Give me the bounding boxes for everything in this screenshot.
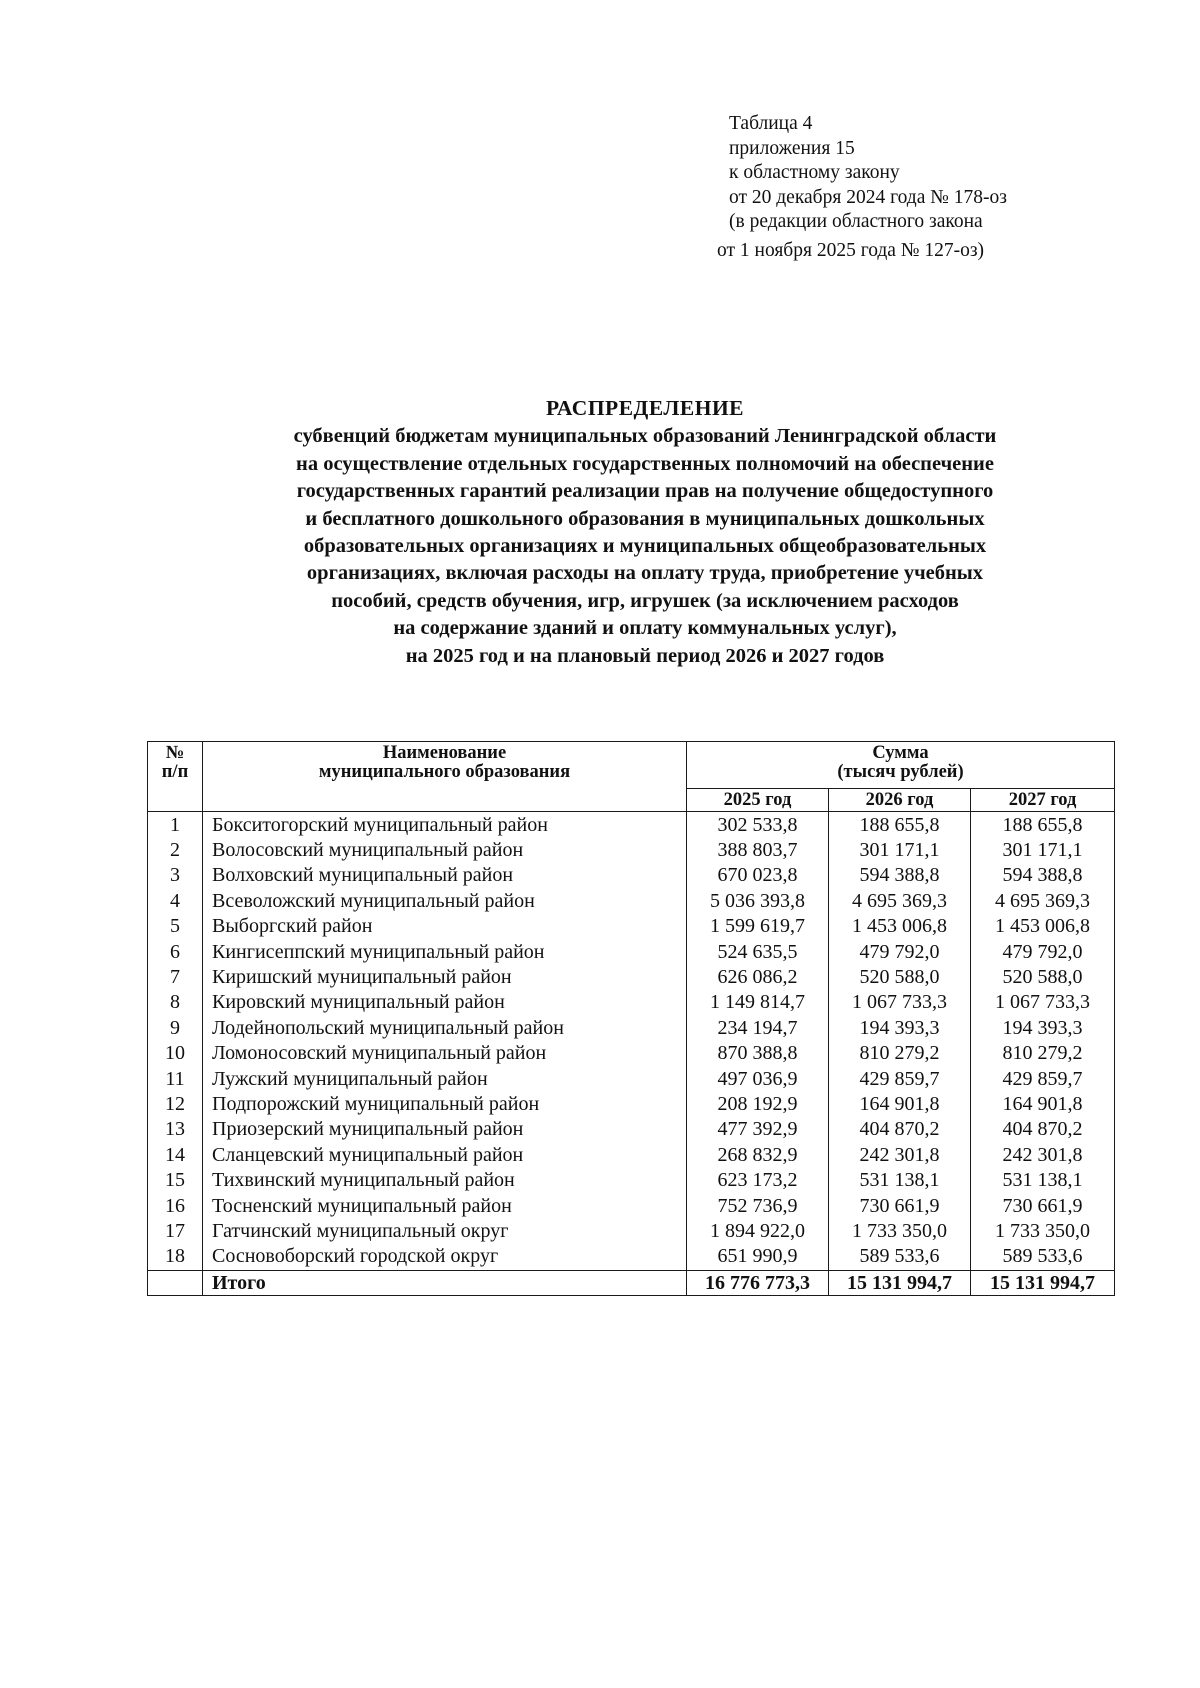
amount-2025: 752 736,9 — [687, 1193, 829, 1218]
header-line: Таблица 4 — [729, 113, 813, 134]
table-row — [148, 837, 1115, 862]
title-line: и бесплатного дошкольного образования в муниципальных дошкольных — [305, 507, 985, 530]
distribution-table — [147, 741, 1115, 1296]
amount-2027: 1 067 733,3 — [971, 990, 1115, 1015]
municipality-name: Сланцевский муниципальный район — [203, 1142, 687, 1167]
municipality-name: Всеволожский муниципальный район — [203, 888, 687, 913]
table-row — [148, 1167, 1115, 1192]
amount-2025: 1 149 814,7 — [687, 990, 829, 1015]
municipality-name: Бокситогорский муниципальный район — [203, 812, 687, 838]
table-row — [148, 990, 1115, 1015]
table-row — [148, 1142, 1115, 1167]
row-number: 16 — [148, 1193, 203, 1218]
amount-2026: 479 792,0 — [829, 939, 971, 964]
amount-2025: 623 173,2 — [687, 1167, 829, 1192]
amount-2025: 388 803,7 — [687, 837, 829, 862]
amount-2027: 4 695 369,3 — [971, 888, 1115, 913]
total-amount-2025: 16 776 773,3 — [687, 1271, 829, 1296]
amount-2026: 1 453 006,8 — [829, 914, 971, 939]
amount-2026: 242 301,8 — [829, 1142, 971, 1167]
row-number: 9 — [148, 1015, 203, 1040]
row-number: 6 — [148, 939, 203, 964]
municipality-name: Сосновоборский городской округ — [203, 1244, 687, 1271]
amount-2025: 302 533,8 — [687, 812, 829, 838]
row-number: 11 — [148, 1066, 203, 1091]
municipality-name: Ломоносовский муниципальный район — [203, 1041, 687, 1066]
table-row — [148, 1041, 1115, 1066]
total-label: Итого — [203, 1271, 687, 1296]
title-line: образовательных организациях и муниципальных общеобразовательных — [303, 535, 987, 558]
column-header-number-line1: № — [165, 743, 185, 763]
amount-2026: 429 859,7 — [829, 1066, 971, 1091]
table-row — [148, 1193, 1115, 1218]
amount-2026: 404 870,2 — [829, 1117, 971, 1142]
amount-2027: 301 171,1 — [971, 837, 1115, 862]
amount-2027: 520 588,0 — [971, 964, 1115, 989]
row-number: 14 — [148, 1142, 203, 1167]
municipality-name: Волосовский муниципальный район — [203, 837, 687, 862]
municipality-name: Волховский муниципальный район — [203, 863, 687, 888]
table-row — [148, 1015, 1115, 1040]
amount-2026: 164 901,8 — [829, 1091, 971, 1116]
title-line: на осуществление отдельных государственных полномочий на обеспечение — [296, 452, 994, 475]
row-number: 7 — [148, 964, 203, 989]
row-number: 4 — [148, 888, 203, 913]
amount-2025: 477 392,9 — [687, 1117, 829, 1142]
header-line: (в редакции областного закона — [729, 211, 983, 232]
header-line: от 20 декабря 2024 года № 178-оз — [729, 186, 1007, 208]
amount-2026: 730 661,9 — [829, 1193, 971, 1218]
table-row — [148, 964, 1115, 989]
municipality-name: Киришский муниципальный район — [203, 964, 687, 989]
table-row — [148, 914, 1115, 939]
row-number: 3 — [148, 863, 203, 888]
column-header-sum-line1: Сумма — [872, 743, 929, 763]
row-number: 10 — [148, 1041, 203, 1066]
amount-2026: 810 279,2 — [829, 1041, 971, 1066]
amount-2027: 1 733 350,0 — [971, 1218, 1115, 1243]
column-header-name-line2: муниципального образования — [318, 762, 571, 782]
municipality-name: Лодейнопольский муниципальный район — [203, 1015, 687, 1040]
amount-2027: 1 453 006,8 — [971, 914, 1115, 939]
table-row — [148, 1091, 1115, 1116]
amount-2027: 188 655,8 — [971, 812, 1115, 838]
table-row — [148, 1244, 1115, 1271]
total-row-number — [148, 1271, 203, 1296]
title-line: организациях, включая расходы на оплату труда, приобретение учебных — [306, 562, 984, 585]
amount-2025: 5 036 393,8 — [687, 888, 829, 913]
municipality-name: Подпорожский муниципальный район — [203, 1091, 687, 1116]
amount-2026: 1 067 733,3 — [829, 990, 971, 1015]
amount-2025: 497 036,9 — [687, 1066, 829, 1091]
amount-2026: 188 655,8 — [829, 812, 971, 838]
column-header-sum — [687, 742, 1115, 789]
amount-2025: 524 635,5 — [687, 939, 829, 964]
amount-2027: 242 301,8 — [971, 1142, 1115, 1167]
amount-2026: 520 588,0 — [829, 964, 971, 989]
column-header-name — [203, 742, 687, 812]
title-line: на содержание зданий и оплату коммунальных услуг), — [393, 617, 897, 640]
amount-2026: 301 171,1 — [829, 837, 971, 862]
municipality-name: Кингисеппский муниципальный район — [203, 939, 687, 964]
amount-2026: 531 138,1 — [829, 1167, 971, 1192]
amount-2025: 1 894 922,0 — [687, 1218, 829, 1243]
amount-2025: 670 023,8 — [687, 863, 829, 888]
amount-2026: 1 733 350,0 — [829, 1218, 971, 1243]
column-header-number — [148, 742, 203, 812]
amount-2026: 4 695 369,3 — [829, 888, 971, 913]
document-title — [120, 395, 1170, 670]
header-line: приложения 15 — [729, 137, 855, 159]
total-amount-2026: 15 131 994,7 — [829, 1271, 971, 1296]
amount-2027: 429 859,7 — [971, 1066, 1115, 1091]
row-number: 15 — [148, 1167, 203, 1192]
column-header-year-2025: 2025 год — [687, 789, 829, 812]
title-line: на 2025 год и на плановый период 2026 и 2027 годов — [405, 644, 885, 667]
column-header-number-line2: п/п — [161, 762, 189, 782]
row-number: 18 — [148, 1244, 203, 1271]
amount-2027: 589 533,6 — [971, 1244, 1115, 1271]
table-row — [148, 812, 1115, 838]
amount-2026: 194 393,3 — [829, 1015, 971, 1040]
amount-2027: 479 792,0 — [971, 939, 1115, 964]
row-number: 2 — [148, 837, 203, 862]
total-row — [148, 1271, 1115, 1296]
municipality-name: Тосненский муниципальный район — [203, 1193, 687, 1218]
title-heading: РАСПРЕДЕЛЕНИЕ — [545, 396, 745, 420]
amount-2025: 870 388,8 — [687, 1041, 829, 1066]
row-number: 17 — [148, 1218, 203, 1243]
amount-2027: 810 279,2 — [971, 1041, 1115, 1066]
total-amount-2027: 15 131 994,7 — [971, 1271, 1115, 1296]
municipality-name: Кировский муниципальный район — [203, 990, 687, 1015]
table-row — [148, 1117, 1115, 1142]
amount-2025: 234 194,7 — [687, 1015, 829, 1040]
column-header-name-line1: Наименование — [382, 743, 507, 763]
municipality-name: Тихвинский муниципальный район — [203, 1167, 687, 1192]
municipality-name: Выборгский район — [203, 914, 687, 939]
title-line: пособий, средств обучения, игр, игрушек (за исключением расходов — [331, 589, 959, 612]
row-number: 13 — [148, 1117, 203, 1142]
amount-2027: 594 388,8 — [971, 863, 1115, 888]
amount-2027: 404 870,2 — [971, 1117, 1115, 1142]
table-row — [148, 1066, 1115, 1091]
header-line: к областному закону — [729, 162, 900, 183]
amount-2026: 594 388,8 — [829, 863, 971, 888]
amount-2027: 164 901,8 — [971, 1091, 1115, 1116]
municipality-name: Приозерский муниципальный район — [203, 1117, 687, 1142]
title-line: субвенций бюджетам муниципальных образований Ленинградской области — [293, 425, 997, 448]
table-row — [148, 863, 1115, 888]
document-header — [717, 112, 1007, 263]
amount-2025: 1 599 619,7 — [687, 914, 829, 939]
column-header-year-2027: 2027 год — [971, 789, 1115, 812]
row-number: 1 — [148, 812, 203, 838]
table-row — [148, 939, 1115, 964]
amount-2027: 531 138,1 — [971, 1167, 1115, 1192]
amount-2027: 730 661,9 — [971, 1193, 1115, 1218]
amount-2026: 589 533,6 — [829, 1244, 971, 1271]
amount-2027: 194 393,3 — [971, 1015, 1115, 1040]
row-number: 5 — [148, 914, 203, 939]
municipality-name: Лужский муниципальный район — [203, 1066, 687, 1091]
amount-2025: 626 086,2 — [687, 964, 829, 989]
amount-2025: 651 990,9 — [687, 1244, 829, 1271]
column-header-sum-line2: (тысяч рублей) — [837, 762, 964, 782]
row-number: 12 — [148, 1091, 203, 1116]
column-header-year-2026: 2026 год — [829, 789, 971, 812]
table-row — [148, 1218, 1115, 1243]
amount-2025: 268 832,9 — [687, 1142, 829, 1167]
title-line: государственных гарантий реализации прав на получение общедоступного — [296, 480, 994, 503]
table-row — [148, 888, 1115, 913]
municipality-name: Гатчинский муниципальный округ — [203, 1218, 687, 1243]
row-number: 8 — [148, 990, 203, 1015]
header-line: от 1 ноября 2025 года № 127-оз) — [717, 239, 985, 261]
amount-2025: 208 192,9 — [687, 1091, 829, 1116]
